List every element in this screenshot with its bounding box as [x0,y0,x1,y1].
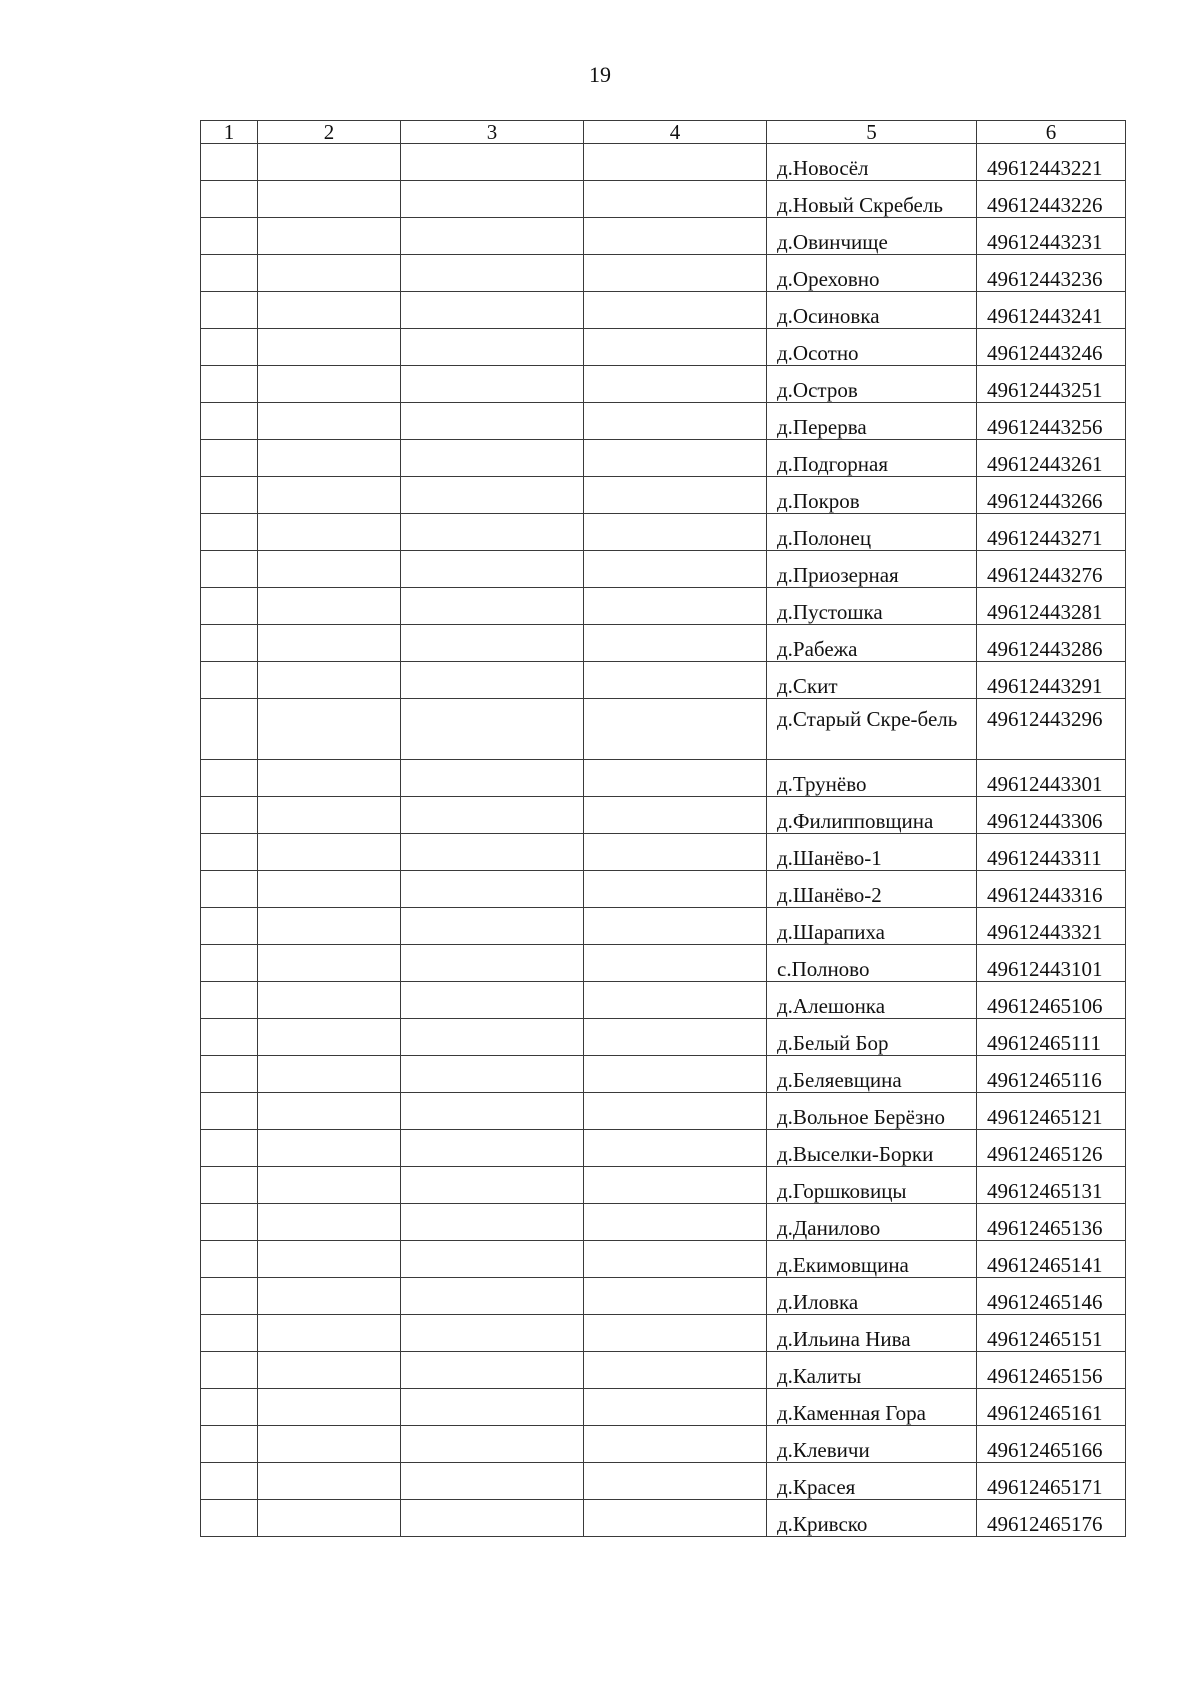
empty-cell-col-3 [401,797,584,834]
empty-cell-col-2 [258,1204,401,1241]
settlement-name-cell: д.Горшковицы [767,1167,977,1204]
table-row [201,1463,1126,1500]
okato-code-cell: 49612443276 [977,551,1126,588]
empty-cell-col-1 [201,1204,258,1241]
settlement-name-cell: д.Овинчище [767,218,977,255]
empty-cell-col-4 [584,1389,767,1426]
empty-cell-col-2 [258,255,401,292]
settlement-name-cell: д.Новосёл [767,144,977,181]
empty-cell-col-3 [401,1241,584,1278]
empty-cell-col-2 [258,1093,401,1130]
empty-cell-col-1 [201,625,258,662]
settlement-name-cell: д.Старый Скре-бель [767,699,977,760]
settlement-name-cell: д.Перерва [767,403,977,440]
empty-cell-col-3 [401,1315,584,1352]
okato-code-cell: 49612443321 [977,908,1126,945]
settlement-name-cell: д.Ореховно [767,255,977,292]
empty-cell-col-3 [401,144,584,181]
table-row [201,218,1126,255]
empty-cell-col-1 [201,477,258,514]
empty-cell-col-1 [201,982,258,1019]
empty-cell-col-4 [584,1204,767,1241]
empty-cell-col-1 [201,760,258,797]
table-row [201,760,1126,797]
empty-cell-col-2 [258,760,401,797]
empty-cell-col-2 [258,440,401,477]
table-row [201,255,1126,292]
empty-cell-col-4 [584,1241,767,1278]
settlement-name-cell: д.Иловка [767,1278,977,1315]
empty-cell-col-2 [258,1426,401,1463]
empty-cell-col-2 [258,144,401,181]
empty-cell-col-1 [201,551,258,588]
table-row [201,1315,1126,1352]
empty-cell-col-2 [258,588,401,625]
okato-code-cell: 49612465111 [977,1019,1126,1056]
empty-cell-col-3 [401,1500,584,1537]
table-row [201,871,1126,908]
empty-cell-col-4 [584,514,767,551]
empty-cell-col-4 [584,1093,767,1130]
okato-code-cell: 49612443311 [977,834,1126,871]
settlement-name-cell: д.Калиты [767,1352,977,1389]
table-row [201,144,1126,181]
okato-code-cell: 49612443261 [977,440,1126,477]
okato-code-cell: 49612465136 [977,1204,1126,1241]
empty-cell-col-2 [258,1167,401,1204]
empty-cell-col-3 [401,403,584,440]
empty-cell-col-4 [584,662,767,699]
settlement-name-cell: д.Красея [767,1463,977,1500]
empty-cell-col-4 [584,218,767,255]
table-row [201,1426,1126,1463]
empty-cell-col-2 [258,477,401,514]
header-row [201,121,1126,144]
empty-cell-col-4 [584,797,767,834]
empty-cell-col-3 [401,329,584,366]
empty-cell-col-4 [584,329,767,366]
empty-cell-col-3 [401,292,584,329]
settlement-name-cell: д.Шанёво-1 [767,834,977,871]
empty-cell-col-3 [401,440,584,477]
okato-code-cell: 49612443306 [977,797,1126,834]
settlement-name-cell: д.Осиновка [767,292,977,329]
empty-cell-col-3 [401,1056,584,1093]
table-body [201,144,1126,1537]
empty-cell-col-3 [401,514,584,551]
empty-cell-col-3 [401,908,584,945]
settlement-name-cell: д.Шарапиха [767,908,977,945]
okato-code-cell: 49612443301 [977,760,1126,797]
empty-cell-col-2 [258,982,401,1019]
table-row [201,403,1126,440]
settlement-name-cell: д.Полонец [767,514,977,551]
empty-cell-col-4 [584,760,767,797]
okato-code-cell: 49612465176 [977,1500,1126,1537]
table-row [201,1130,1126,1167]
settlement-name-cell: с.Полново [767,945,977,982]
empty-cell-col-1 [201,440,258,477]
empty-cell-col-1 [201,908,258,945]
empty-cell-col-3 [401,1426,584,1463]
empty-cell-col-2 [258,1056,401,1093]
table-row [201,514,1126,551]
okato-code-cell: 49612443256 [977,403,1126,440]
table-row [201,292,1126,329]
empty-cell-col-2 [258,1463,401,1500]
table-row [201,1500,1126,1537]
okato-code-cell: 49612443226 [977,181,1126,218]
empty-cell-col-2 [258,699,401,760]
empty-cell-col-2 [258,1241,401,1278]
table-row [201,908,1126,945]
table-row [201,1056,1126,1093]
empty-cell-col-4 [584,440,767,477]
empty-cell-col-1 [201,797,258,834]
column-header-3: 3 [401,121,584,144]
empty-cell-col-4 [584,144,767,181]
okato-code-cell: 49612465121 [977,1093,1126,1130]
empty-cell-col-2 [258,871,401,908]
empty-cell-col-1 [201,366,258,403]
empty-cell-col-3 [401,1204,584,1241]
empty-cell-col-4 [584,1500,767,1537]
empty-cell-col-1 [201,588,258,625]
empty-cell-col-2 [258,797,401,834]
empty-cell-col-3 [401,551,584,588]
settlement-name-cell: д.Скит [767,662,977,699]
empty-cell-col-1 [201,1278,258,1315]
empty-cell-col-1 [201,1500,258,1537]
empty-cell-col-3 [401,1389,584,1426]
empty-cell-col-4 [584,1315,767,1352]
empty-cell-col-4 [584,1056,767,1093]
empty-cell-col-1 [201,1093,258,1130]
empty-cell-col-4 [584,625,767,662]
empty-cell-col-3 [401,1278,584,1315]
empty-cell-col-1 [201,871,258,908]
table-row [201,699,1126,760]
empty-cell-col-3 [401,982,584,1019]
settlement-name-cell: д.Кривско [767,1500,977,1537]
table-row [201,662,1126,699]
table-row [201,181,1126,218]
empty-cell-col-2 [258,625,401,662]
table-row [201,1278,1126,1315]
empty-cell-col-4 [584,292,767,329]
okato-code-cell: 49612465166 [977,1426,1126,1463]
empty-cell-col-4 [584,1352,767,1389]
okato-code-cell: 49612443316 [977,871,1126,908]
okato-code-cell: 49612465126 [977,1130,1126,1167]
column-header-6: 6 [977,121,1126,144]
empty-cell-col-1 [201,292,258,329]
column-header-4: 4 [584,121,767,144]
empty-cell-col-1 [201,699,258,760]
empty-cell-col-1 [201,1241,258,1278]
okato-code-cell: 49612465131 [977,1167,1126,1204]
table-row [201,551,1126,588]
okato-code-cell: 49612443241 [977,292,1126,329]
empty-cell-col-3 [401,477,584,514]
empty-cell-col-3 [401,834,584,871]
empty-cell-col-4 [584,255,767,292]
table-row [201,588,1126,625]
okato-code-cell: 49612443221 [977,144,1126,181]
empty-cell-col-4 [584,699,767,760]
empty-cell-col-3 [401,699,584,760]
empty-cell-col-1 [201,1167,258,1204]
empty-cell-col-1 [201,1019,258,1056]
okato-code-cell: 49612443236 [977,255,1126,292]
table-row [201,440,1126,477]
settlement-name-cell: д.Алешонка [767,982,977,1019]
settlement-name-cell: д.Беляевщина [767,1056,977,1093]
settlement-name-cell: д.Остров [767,366,977,403]
empty-cell-col-2 [258,945,401,982]
empty-cell-col-2 [258,1500,401,1537]
settlements-table [200,120,1126,1537]
empty-cell-col-1 [201,403,258,440]
settlement-name-cell: д.Подгорная [767,440,977,477]
empty-cell-col-1 [201,255,258,292]
settlement-name-cell: д.Трунёво [767,760,977,797]
empty-cell-col-3 [401,218,584,255]
settlement-name-cell: д.Осотно [767,329,977,366]
settlement-name-cell: д.Рабежа [767,625,977,662]
empty-cell-col-1 [201,1463,258,1500]
empty-cell-col-2 [258,1019,401,1056]
empty-cell-col-4 [584,403,767,440]
empty-cell-col-3 [401,1463,584,1500]
empty-cell-col-3 [401,181,584,218]
table-row [201,1093,1126,1130]
empty-cell-col-4 [584,871,767,908]
table-row [201,477,1126,514]
empty-cell-col-1 [201,1426,258,1463]
settlement-name-cell: д.Выселки-Борки [767,1130,977,1167]
empty-cell-col-4 [584,477,767,514]
empty-cell-col-2 [258,908,401,945]
okato-code-cell: 49612443246 [977,329,1126,366]
empty-cell-col-3 [401,1352,584,1389]
empty-cell-col-3 [401,871,584,908]
empty-cell-col-1 [201,662,258,699]
table-row [201,1019,1126,1056]
empty-cell-col-3 [401,255,584,292]
table-row [201,1167,1126,1204]
empty-cell-col-2 [258,329,401,366]
empty-cell-col-4 [584,181,767,218]
empty-cell-col-2 [258,1389,401,1426]
table-row [201,982,1126,1019]
table-row [201,329,1126,366]
settlement-name-cell: д.Покров [767,477,977,514]
settlement-name-cell: д.Белый Бор [767,1019,977,1056]
empty-cell-col-4 [584,945,767,982]
empty-cell-col-2 [258,181,401,218]
empty-cell-col-4 [584,551,767,588]
empty-cell-col-1 [201,834,258,871]
okato-code-cell: 49612465146 [977,1278,1126,1315]
empty-cell-col-4 [584,1426,767,1463]
empty-cell-col-1 [201,181,258,218]
okato-code-cell: 49612465106 [977,982,1126,1019]
okato-code-cell: 49612443281 [977,588,1126,625]
empty-cell-col-1 [201,144,258,181]
okato-code-cell: 49612443266 [977,477,1126,514]
okato-code-cell: 49612465116 [977,1056,1126,1093]
empty-cell-col-2 [258,834,401,871]
settlement-name-cell: д.Приозерная [767,551,977,588]
table-row [201,1204,1126,1241]
empty-cell-col-4 [584,1463,767,1500]
empty-cell-col-3 [401,1019,584,1056]
empty-cell-col-2 [258,1278,401,1315]
empty-cell-col-4 [584,1130,767,1167]
empty-cell-col-3 [401,945,584,982]
empty-cell-col-1 [201,1352,258,1389]
table-row [201,797,1126,834]
column-header-5: 5 [767,121,977,144]
empty-cell-col-2 [258,1130,401,1167]
empty-cell-col-2 [258,403,401,440]
empty-cell-col-3 [401,625,584,662]
empty-cell-col-2 [258,514,401,551]
empty-cell-col-3 [401,1130,584,1167]
okato-code-cell: 49612465161 [977,1389,1126,1426]
empty-cell-col-1 [201,329,258,366]
empty-cell-col-3 [401,366,584,403]
settlement-name-cell: д.Каменная Гора [767,1389,977,1426]
empty-cell-col-2 [258,551,401,588]
column-header-2: 2 [258,121,401,144]
empty-cell-col-4 [584,908,767,945]
empty-cell-col-4 [584,1019,767,1056]
table-row [201,1389,1126,1426]
empty-cell-col-4 [584,366,767,403]
okato-code-cell: 49612443101 [977,945,1126,982]
table-row [201,945,1126,982]
empty-cell-col-2 [258,662,401,699]
empty-cell-col-1 [201,1315,258,1352]
empty-cell-col-1 [201,1130,258,1167]
table-row [201,625,1126,662]
column-header-1: 1 [201,121,258,144]
settlement-name-cell: д.Пустошка [767,588,977,625]
empty-cell-col-3 [401,588,584,625]
table-row [201,834,1126,871]
settlement-name-cell: д.Ильина Нива [767,1315,977,1352]
table-row [201,1241,1126,1278]
empty-cell-col-1 [201,514,258,551]
empty-cell-col-3 [401,760,584,797]
okato-code-cell: 49612443291 [977,662,1126,699]
empty-cell-col-4 [584,834,767,871]
okato-code-cell: 49612465171 [977,1463,1126,1500]
empty-cell-col-1 [201,1389,258,1426]
empty-cell-col-1 [201,1056,258,1093]
settlement-name-cell: д.Данилово [767,1204,977,1241]
okato-code-cell: 49612465151 [977,1315,1126,1352]
empty-cell-col-3 [401,662,584,699]
settlement-name-cell: д.Вольное Берёзно [767,1093,977,1130]
empty-cell-col-4 [584,1167,767,1204]
page-number: 19 [589,62,611,87]
empty-cell-col-1 [201,945,258,982]
settlement-name-cell: д.Новый Скребель [767,181,977,218]
empty-cell-col-2 [258,1352,401,1389]
empty-cell-col-4 [584,1278,767,1315]
empty-cell-col-2 [258,366,401,403]
table-row [201,366,1126,403]
empty-cell-col-3 [401,1093,584,1130]
okato-code-cell: 49612443271 [977,514,1126,551]
settlement-name-cell: д.Екимовщина [767,1241,977,1278]
settlement-name-cell: д.Клевичи [767,1426,977,1463]
empty-cell-col-2 [258,292,401,329]
empty-cell-col-4 [584,588,767,625]
empty-cell-col-3 [401,1167,584,1204]
empty-cell-col-2 [258,1315,401,1352]
okato-code-cell: 49612443251 [977,366,1126,403]
okato-code-cell: 49612443286 [977,625,1126,662]
okato-code-cell: 49612443296 [977,699,1126,760]
okato-code-cell: 49612465141 [977,1241,1126,1278]
settlement-name-cell: д.Филипповщина [767,797,977,834]
empty-cell-col-1 [201,218,258,255]
settlement-name-cell: д.Шанёво-2 [767,871,977,908]
empty-cell-col-4 [584,982,767,1019]
table-row [201,1352,1126,1389]
okato-code-cell: 49612465156 [977,1352,1126,1389]
empty-cell-col-2 [258,218,401,255]
okato-code-cell: 49612443231 [977,218,1126,255]
